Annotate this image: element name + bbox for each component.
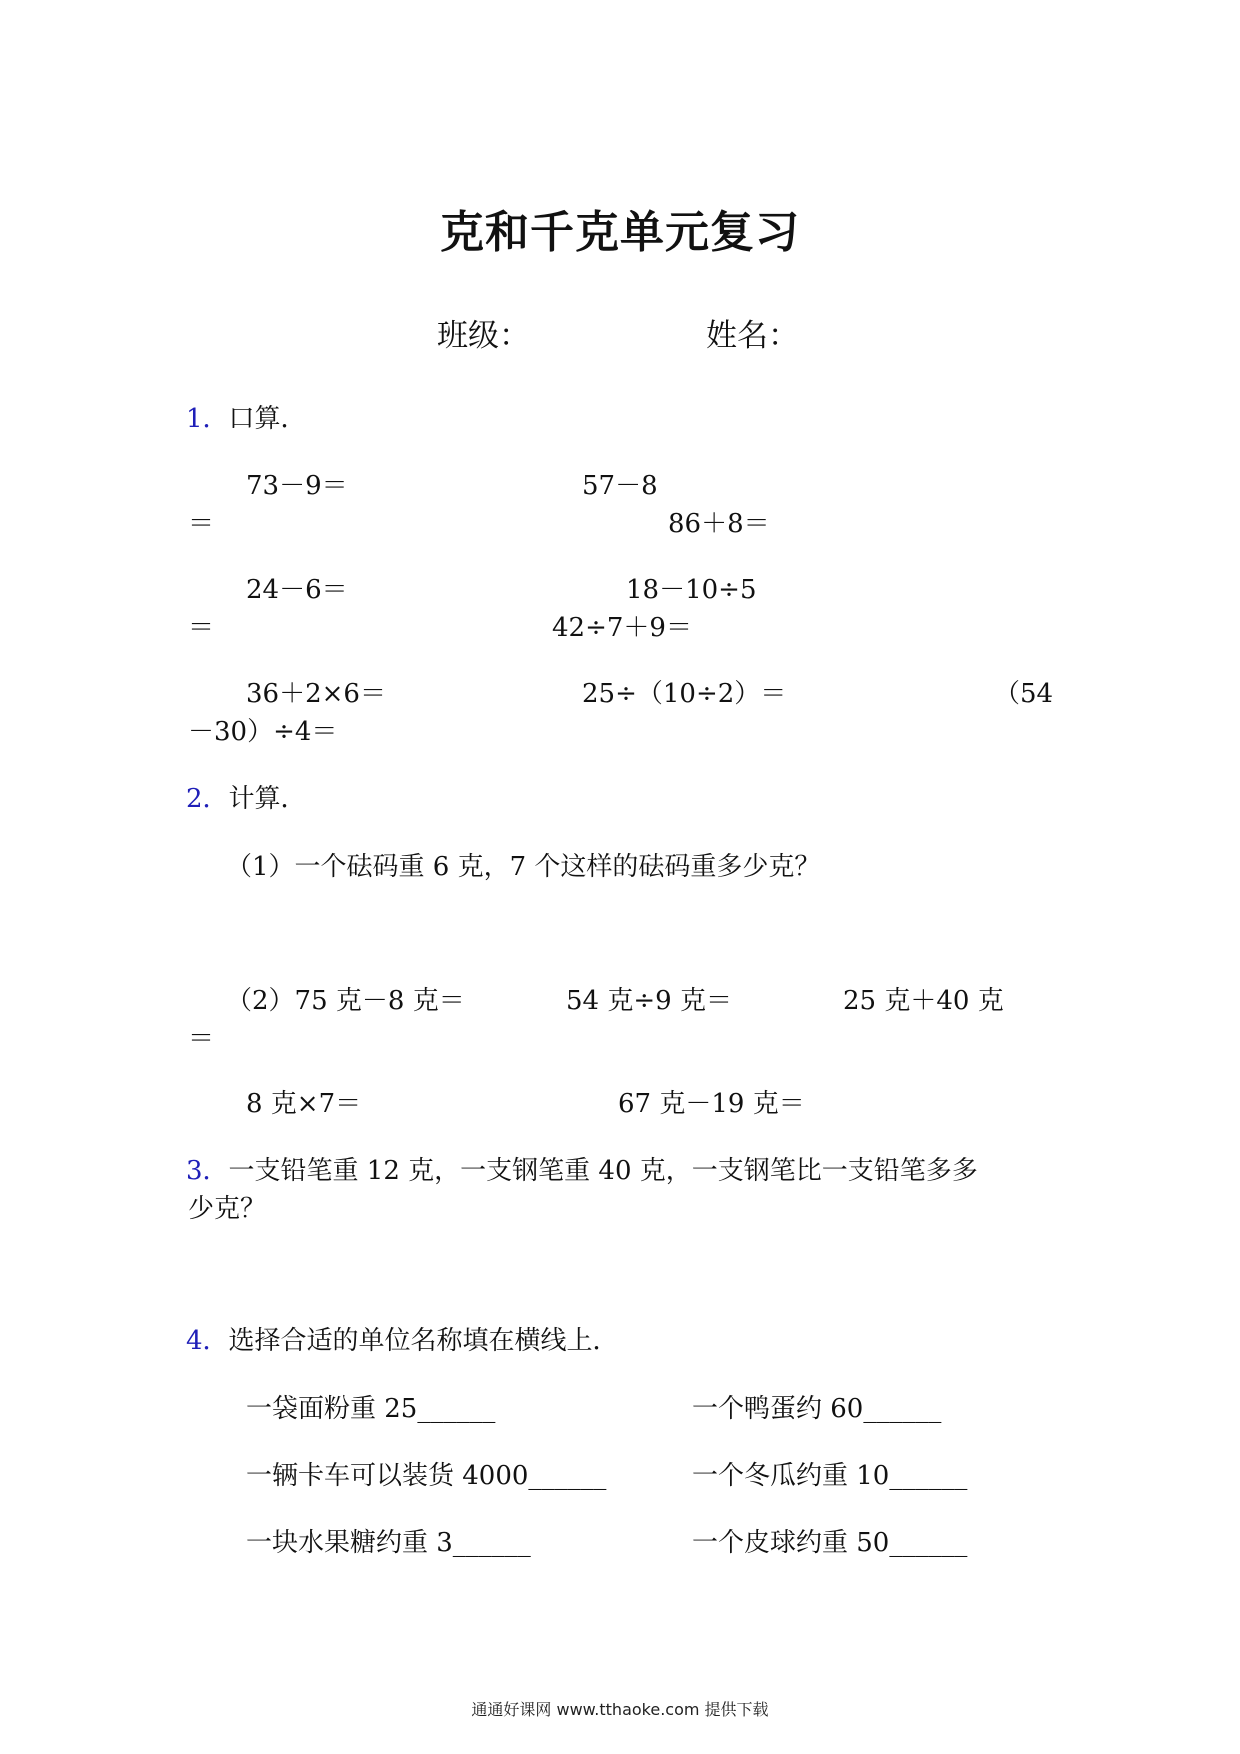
oral-item: 24－6＝ xyxy=(246,575,348,605)
question-4-heading xyxy=(186,1320,619,1357)
oral-item: 25÷（10÷2）＝ xyxy=(582,679,787,709)
oral-item: 86＋8＝ xyxy=(668,509,770,539)
name-label: 姓名： xyxy=(706,318,799,354)
question-text: 口算． xyxy=(228,404,307,434)
calc-item: ＝ xyxy=(188,1024,215,1054)
oral-item: 57－8 xyxy=(582,471,658,501)
fill-blank-item: 一块水果糖约重 3______ xyxy=(246,1528,531,1558)
oral-item: －30）÷4＝ xyxy=(188,717,338,747)
fill-blank-item: 一个皮球约重 50______ xyxy=(692,1528,968,1558)
question-number: 3． xyxy=(186,1156,229,1186)
calc-item: 25 克＋40 克 xyxy=(843,986,1004,1016)
question-number: 2． xyxy=(186,784,229,814)
oral-item: ＝ xyxy=(188,509,215,539)
fill-blank-item: 一个鸭蛋约 60______ xyxy=(692,1394,942,1424)
question-3-line-1 xyxy=(186,1150,978,1187)
question-3-line-2: 少克？ xyxy=(188,1194,267,1224)
fill-blank-item: 一袋面粉重 25______ xyxy=(246,1394,496,1424)
page-title: 克和千克单元复习 xyxy=(440,207,800,258)
oral-item: （54 xyxy=(994,679,1054,709)
question-text: 一支铅笔重 12 克，一支钢笔重 40 克，一支钢笔比一支铅笔多多 xyxy=(228,1156,978,1186)
question-2-heading xyxy=(186,778,307,815)
oral-item: 36＋2×6＝ xyxy=(246,679,386,709)
oral-item: 42÷7＋9＝ xyxy=(552,613,692,643)
calc-item: （2）75 克－8 克＝ xyxy=(226,986,465,1016)
oral-item: 73－9＝ xyxy=(246,471,348,501)
calc-item: 8 克×7＝ xyxy=(246,1089,362,1119)
question-number: 4． xyxy=(186,1326,229,1356)
oral-item: 18－10÷5 xyxy=(626,575,757,605)
question-1-heading xyxy=(186,398,307,435)
page-footer: 通通好课网 www.tthaoke.com 提供下载 xyxy=(471,1700,769,1719)
oral-item: ＝ xyxy=(188,613,215,643)
fill-blank-item: 一个冬瓜约重 10______ xyxy=(692,1461,968,1491)
calc-part-1: （1）一个砝码重 6 克，7 个这样的砝码重多少克？ xyxy=(226,852,821,882)
class-label: 班级： xyxy=(437,318,530,354)
question-text: 计算． xyxy=(228,784,307,814)
fill-blank-item: 一辆卡车可以装货 4000______ xyxy=(246,1461,607,1491)
calc-item: 54 克÷9 克＝ xyxy=(566,986,732,1016)
question-text: 选择合适的单位名称填在横线上． xyxy=(228,1326,619,1356)
question-number: 1． xyxy=(186,404,229,434)
calc-item: 67 克－19 克＝ xyxy=(618,1089,805,1119)
